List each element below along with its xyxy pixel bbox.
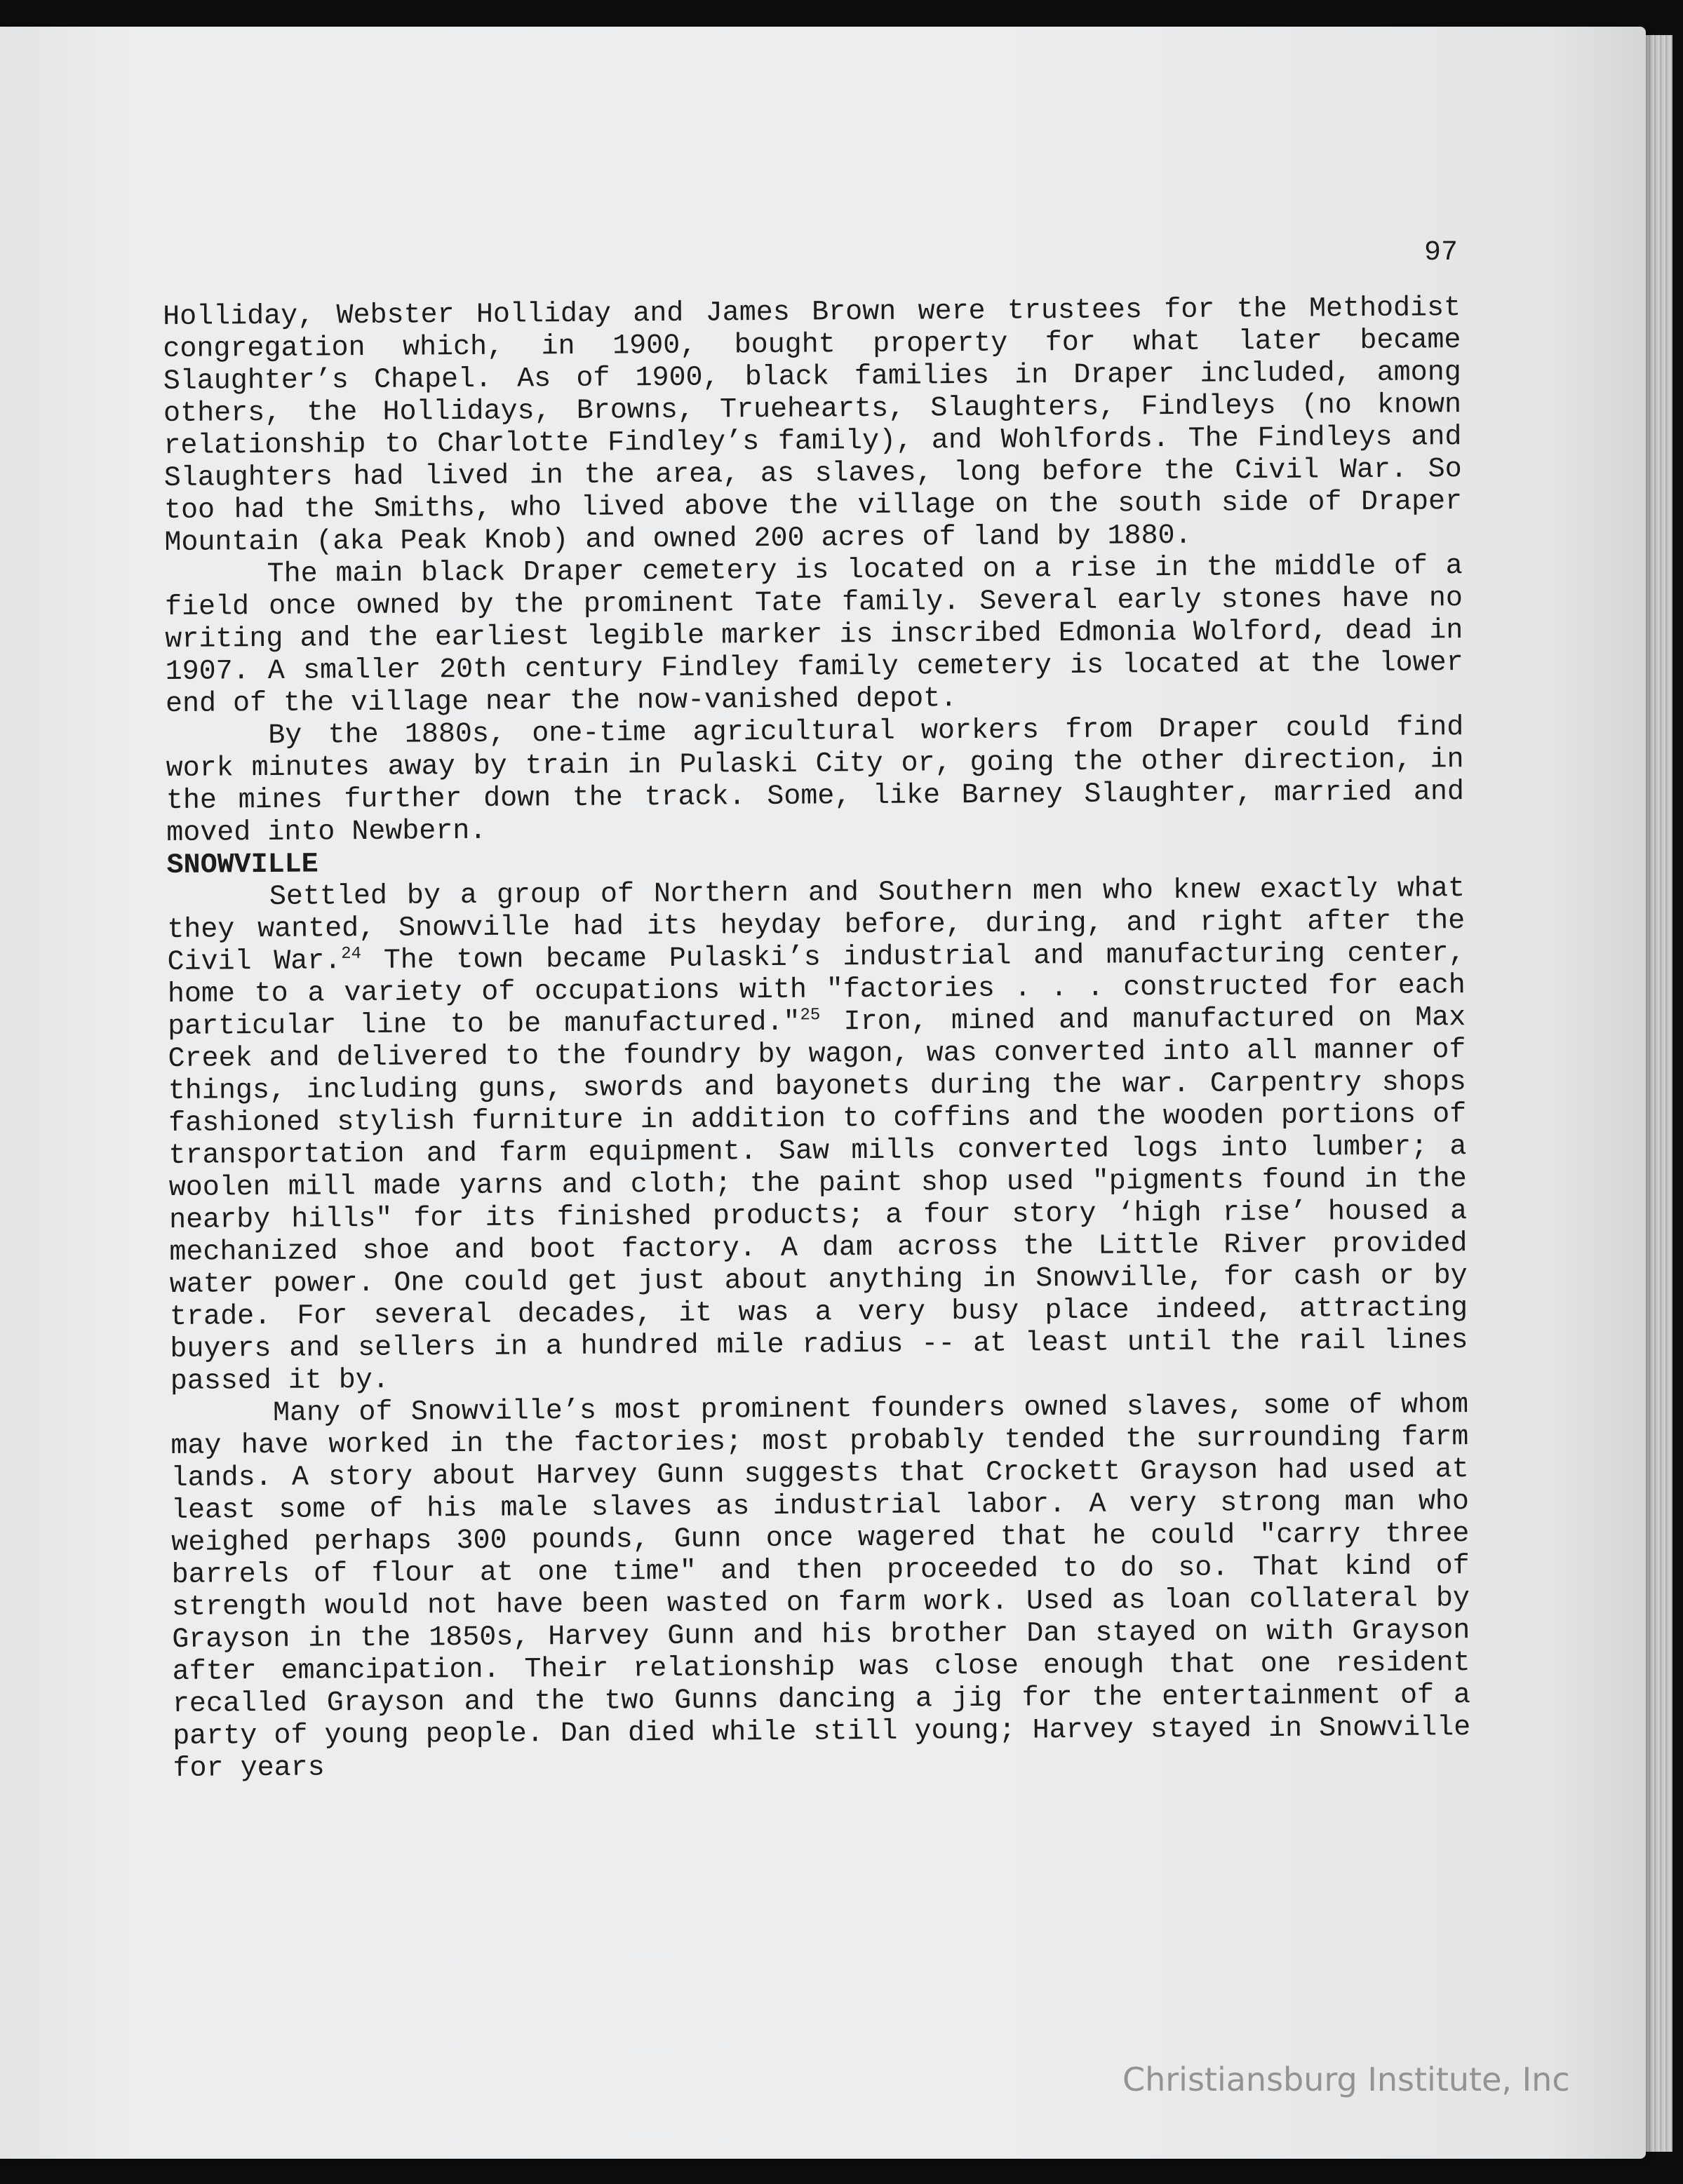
footnote-25: 25 xyxy=(800,1006,821,1025)
page-number: 97 xyxy=(1424,237,1459,269)
body-text xyxy=(163,292,1471,1786)
watermark: Christiansburg Institute, Inc xyxy=(1122,2061,1570,2098)
book-page xyxy=(0,27,1646,2159)
section-heading-snowville: SNOWVILLE xyxy=(166,849,319,882)
paragraph-slaves: Many of Snowville’s most prominent founders owned slaves, some of whom may have worked in the factories; most probably tended the surrounding farm lands. A story about Harvey Gunn suggests that Crockett Grayson had used at least some of his male slaves as industrial labor. A very strong man who weighed perhaps 300 pounds, Gunn once wagered that he could "carry three barrels of flour at one time" and then proceeded to do so. That kind of strength would not have been wasted on farm work. Used as loan collateral by Grayson in the 1850s, Harvey Gunn and his brother Dan stayed on with Grayson after emancipation. Their relationship was close enough that one resident recalled Grayson and the two Gunns dancing a jig for the entertainment of a party of young people. Dan died while still young; Harvey stayed in Snowville for years xyxy=(170,1389,1471,1785)
paragraph-1880s: By the 1880s, one-time agricultural workers from Draper could find work minutes away by train in Pulaski City or, going the other direction, in the mines further down the track. Some, like Barney Slaughter, married and moved into Newbern. xyxy=(166,712,1465,849)
paragraph-holliday: Holliday, Webster Holliday and James Brown were trustees for the Methodist congregation which, in 1900, bought property for what later became Slaughter’s Chapel. As of 1900, black families in Draper included, among others, the Hollidays, Browns, Truehearts, Slaughters, Findleys (no known relationship to Charlotte Findley’s family), and Wohlfords. The Findleys and Slaughters had lived in the area, as slaves, long before the Civil War. So too had the Smiths, who lived above the village on the south side of Draper Mountain (aka Peak Knob) and owned 200 acres of land by 1880. xyxy=(163,292,1463,559)
paragraph-cemetery: The main black Draper cemetery is located on a rise in the middle of a field once owned by the prominent Tate family. Several early stones have no writing and the earliest legible marker is inscribed Edmonia Wolford, dead in 1907. A smaller 20th century Findley family cemetery is located at the lower end of the village near the now-vanished depot. xyxy=(164,551,1463,720)
snowville-text-part-1: Settled by a group of Northern and Southern men who knew exactly what they wanted, Snowville had its heyday before, during, and right after the Civil War. xyxy=(167,873,1466,978)
footnote-24: 24 xyxy=(341,944,362,964)
snowville-text-part-2: The town became Pulaski’s industrial and manufacturing center, home to a variety of occupations with "factories . . . constructed for each particular line to be manufactured." xyxy=(167,938,1466,1043)
paragraph-snowville xyxy=(167,873,1468,1398)
snowville-text-part-3: Iron, mined and manufactured on Max Creek and delivered to the foundry by wagon, was converted into all manner of things, including guns, swords and bayonets during the war. Carpentry shops fashioned stylish furniture in addition to coffins and the wooden portions of transportation and farm equipment. Saw mills converted logs into lumber; a woolen mill made yarns and cloth; the paint shop used "pigments found in the nearby hills" for its finished products; a four story ‘high rise’ housed a mechanized shoe and boot factory. A dam across the Little River provided water power. One could get just about anything in Snowville, for cash or by trade. For several decades, it was a very busy place indeed, attracting buyers and sellers in a hundred mile radius -- at least until the rail lines passed it by. xyxy=(168,1002,1468,1398)
